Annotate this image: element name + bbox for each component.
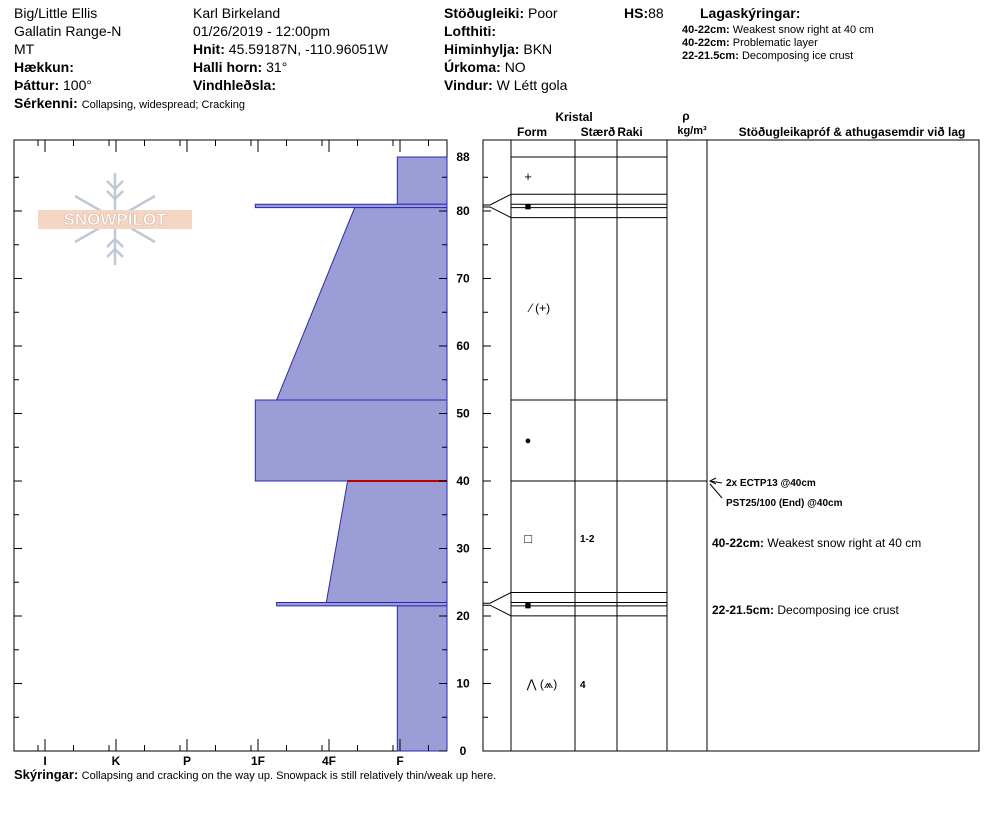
legend-range: 40-22cm: (682, 37, 730, 49)
snowpilot-logo (38, 173, 192, 265)
footer-notes (14, 767, 496, 782)
state-name: MT (14, 41, 35, 57)
wind-loading-label: Vindhleðsla: (193, 77, 276, 93)
precip-value: NO (504, 59, 526, 75)
legend-range: 40-22cm: (682, 24, 730, 36)
height-tick-label: 30 (456, 541, 470, 556)
hardness-layer (277, 603, 447, 606)
height-tick-label: 70 (456, 271, 470, 286)
hs-value: 88 (648, 5, 664, 21)
legend-text: Problematic layer (732, 37, 818, 49)
precip-label: Úrkoma: (444, 59, 501, 75)
grain-form: ● (524, 435, 532, 447)
stability-test: PST25/100 (End) @40cm (726, 498, 843, 509)
hardness-layer (326, 481, 447, 603)
height-tick-label: 80 (456, 204, 470, 218)
height-tick-label: 60 (456, 339, 470, 353)
legend-range: 22-21.5cm: (682, 50, 739, 62)
air-temp-label: Lofthiti: (444, 23, 497, 39)
layer-chevron (483, 207, 511, 218)
layer-boundaries (483, 157, 707, 616)
height-tick-label: 88 (456, 150, 470, 164)
hardness-tick-label: I (43, 754, 47, 768)
slope-value: 31° (266, 59, 288, 75)
hardness-tick-label: F (396, 754, 404, 768)
observation-datetime: 01/26/2019 - 12:00pm (193, 23, 330, 39)
hardness-tick-label: 1F (250, 754, 266, 768)
coords-label: Hnit: (193, 41, 225, 57)
col-density-symbol: ρ (682, 109, 690, 123)
wind-label: Vindur: (444, 77, 493, 93)
range-name: Gallatin Range-N (14, 23, 122, 39)
observer-name: Karl Birkeland (193, 5, 281, 21)
legend-text: Decomposing ice crust (741, 50, 854, 62)
footer-label: Skýringar: (14, 767, 79, 782)
sky-label: Himinhylja: (444, 41, 520, 57)
aspect-value: 100° (63, 77, 92, 93)
grain-form: ⁄ (+) (529, 301, 551, 315)
sky-value: BKN (523, 41, 553, 57)
features-label: Sérkenni: (14, 95, 78, 111)
grain-form: ⋀ (⩕) (526, 677, 558, 691)
height-tick-label: 50 (456, 406, 470, 421)
grain-size: 4 (580, 680, 586, 691)
col-size: Stærð (580, 125, 616, 139)
hardness-tick-label: P (182, 754, 192, 768)
layer-comment: 40-22cm: Weakest snow right at 40 cm (712, 536, 922, 550)
height-tick-label: 40 (456, 474, 470, 488)
hardness-tick-label: K (111, 754, 121, 768)
height-tick-label: 0 (459, 744, 467, 758)
hardness-layer (255, 204, 447, 207)
grain-form: □ (524, 531, 532, 546)
coords-value: 45.59187N, -110.96051W (228, 41, 389, 57)
stability-value: Poor (528, 5, 558, 21)
layer-legend-title: Lagaskýringar: (700, 5, 801, 21)
col-density-unit: kg/m³ (677, 125, 707, 137)
height-tick-label: 20 (456, 609, 470, 623)
col-form: Form (517, 125, 547, 139)
layer-chevron (483, 593, 511, 604)
grain-form: ■ (524, 600, 532, 612)
hardness-layer (397, 157, 447, 204)
logo-text: SNOWPILOT (63, 210, 167, 229)
layer-chevron (483, 605, 511, 616)
features-value: Collapsing, widespread; Cracking (81, 99, 245, 111)
hardness-tick-label: 4F (321, 754, 337, 768)
hardness-layer (255, 400, 447, 481)
col-crystal: Kristal (555, 110, 593, 124)
aspect-label: Þáttur: (14, 77, 60, 93)
footer-text: Collapsing and cracking on the way up. Snowpack is still relatively thin/weak up here. (81, 770, 497, 782)
grain-form: + (524, 169, 532, 184)
hs-label: HS: (624, 5, 649, 21)
stability-label: Stöðugleiki: (444, 5, 525, 21)
test-pointer (710, 484, 722, 498)
col-moisture: Raki (617, 125, 643, 139)
layer-chevron (483, 194, 511, 205)
layer-comment: 22-21.5cm: Decomposing ice crust (712, 603, 899, 617)
col-stability-comments: Stöðugleikapróf & athugasemdir við lag (738, 125, 966, 139)
grain-size: 1-2 (580, 534, 595, 545)
hardness-layer (397, 606, 447, 751)
stability-test: 2x ECTP13 @40cm (726, 478, 816, 489)
height-tick-label: 10 (456, 676, 470, 691)
wind-value: W Létt gola (496, 77, 568, 93)
location-name: Big/Little Ellis (14, 5, 98, 21)
grain-form: ■ (524, 201, 532, 213)
slope-label: Halli horn: (193, 59, 263, 75)
layer-table-frame (483, 140, 979, 751)
elevation-label: Hækkun: (14, 59, 74, 75)
hardness-layers (255, 157, 447, 751)
hardness-layer (277, 208, 447, 400)
legend-text: Weakest snow right at 40 cm (732, 24, 874, 36)
